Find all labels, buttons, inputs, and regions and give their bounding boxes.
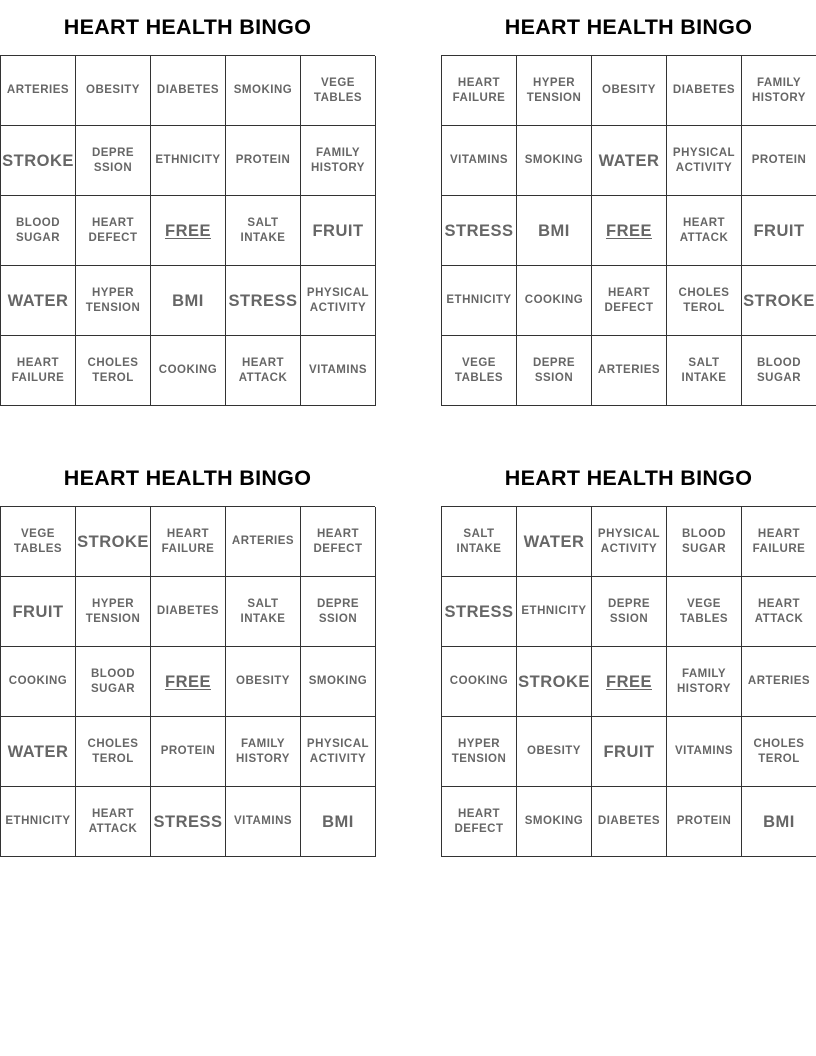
bingo-cell: ARTERIES: [592, 336, 667, 406]
bingo-cell: SMOKING: [517, 126, 592, 196]
bingo-cell: ETHNICITY: [151, 126, 226, 196]
bingo-cell: VITAMINS: [442, 126, 517, 196]
bingo-cell: DIABETES: [592, 787, 667, 857]
free-space: FREE: [592, 647, 667, 717]
bingo-cell: BMI: [301, 787, 376, 857]
bingo-cell: STROKE: [1, 126, 76, 196]
bingo-cell: OBESITY: [592, 56, 667, 126]
bingo-cell: BLOOD SUGAR: [76, 647, 151, 717]
bingo-cell: HYPER TENSION: [76, 266, 151, 336]
bingo-cell: HEART DEFECT: [301, 507, 376, 577]
bingo-cell: HEART DEFECT: [442, 787, 517, 857]
bingo-cell: VITAMINS: [667, 717, 742, 787]
bingo-cell: HYPER TENSION: [442, 717, 517, 787]
bingo-cell: HEART ATTACK: [226, 336, 301, 406]
bingo-cell: DEPRE SSION: [592, 577, 667, 647]
bingo-cell: SALT INTAKE: [667, 336, 742, 406]
bingo-cell: VITAMINS: [226, 787, 301, 857]
bingo-cell: FAMILY HISTORY: [667, 647, 742, 717]
bingo-cell: CHOLES TEROL: [667, 266, 742, 336]
bingo-cell: ETHNICITY: [517, 577, 592, 647]
bingo-cell: SALT INTAKE: [226, 577, 301, 647]
bingo-cell: ARTERIES: [1, 56, 76, 126]
bingo-cell: BMI: [742, 787, 816, 857]
bingo-cell: PHYSICAL ACTIVITY: [592, 507, 667, 577]
bingo-cell: SMOKING: [226, 56, 301, 126]
bingo-cell: HEART FAILURE: [442, 56, 517, 126]
bingo-cell: BMI: [151, 266, 226, 336]
card-title: HEART HEALTH BINGO: [504, 15, 753, 39]
bingo-cell: DEPRE SSION: [76, 126, 151, 196]
bingo-cell: BLOOD SUGAR: [1, 196, 76, 266]
bingo-cell: BLOOD SUGAR: [667, 507, 742, 577]
bingo-cell: HEART FAILURE: [151, 507, 226, 577]
bingo-cell: HEART ATTACK: [742, 577, 816, 647]
bingo-cell: DEPRE SSION: [517, 336, 592, 406]
bingo-cell: DEPRE SSION: [301, 577, 376, 647]
bingo-cell: FRUIT: [1, 577, 76, 647]
free-space: FREE: [592, 196, 667, 266]
bingo-cell: DIABETES: [151, 56, 226, 126]
bingo-card-2: [441, 0, 816, 406]
bingo-cell: CHOLES TEROL: [76, 717, 151, 787]
bingo-cell: STROKE: [742, 266, 816, 336]
bingo-cell: PROTEIN: [742, 126, 816, 196]
bingo-cell: SMOKING: [301, 647, 376, 717]
bingo-cell: PHYSICAL ACTIVITY: [301, 717, 376, 787]
bingo-grid: [441, 506, 816, 857]
card-title: HEART HEALTH BINGO: [63, 15, 312, 39]
bingo-cell: BLOOD SUGAR: [742, 336, 816, 406]
bingo-cell: STRESS: [442, 196, 517, 266]
bingo-cell: COOKING: [442, 647, 517, 717]
bingo-cell: PROTEIN: [667, 787, 742, 857]
bingo-cell: CHOLES TEROL: [76, 336, 151, 406]
bingo-cell: FAMILY HISTORY: [301, 126, 376, 196]
bingo-cell: HEART DEFECT: [592, 266, 667, 336]
bingo-cell: VEGE TABLES: [301, 56, 376, 126]
bingo-cell: COOKING: [151, 336, 226, 406]
bingo-grid: [441, 55, 816, 406]
bingo-cell: SMOKING: [517, 787, 592, 857]
bingo-cell: PROTEIN: [151, 717, 226, 787]
bingo-cell: WATER: [1, 266, 76, 336]
bingo-cell: PHYSICAL ACTIVITY: [301, 266, 376, 336]
bingo-cell: SALT INTAKE: [226, 196, 301, 266]
bingo-cell: PHYSICAL ACTIVITY: [667, 126, 742, 196]
bingo-cell: OBESITY: [517, 717, 592, 787]
bingo-cell: HEART DEFECT: [76, 196, 151, 266]
bingo-cell: ARTERIES: [226, 507, 301, 577]
bingo-cell: OBESITY: [76, 56, 151, 126]
free-space: FREE: [151, 196, 226, 266]
bingo-cell: HEART FAILURE: [742, 507, 816, 577]
card-title: HEART HEALTH BINGO: [504, 466, 753, 490]
bingo-cell: FAMILY HISTORY: [226, 717, 301, 787]
bingo-cell: HYPER TENSION: [76, 577, 151, 647]
bingo-cell: STRESS: [151, 787, 226, 857]
bingo-cell: DIABETES: [151, 577, 226, 647]
bingo-grid: [0, 506, 375, 857]
bingo-cell: COOKING: [517, 266, 592, 336]
bingo-cell: HEART ATTACK: [667, 196, 742, 266]
bingo-cell: HEART FAILURE: [1, 336, 76, 406]
bingo-cell: HYPER TENSION: [517, 56, 592, 126]
bingo-cell: ARTERIES: [742, 647, 816, 717]
bingo-cell: FRUIT: [742, 196, 816, 266]
bingo-cell: STROKE: [517, 647, 592, 717]
bingo-cell: STROKE: [76, 507, 151, 577]
bingo-cell: WATER: [517, 507, 592, 577]
bingo-cell: VEGE TABLES: [442, 336, 517, 406]
bingo-card-3: [0, 451, 375, 857]
bingo-cell: CHOLES TEROL: [742, 717, 816, 787]
bingo-cell: BMI: [517, 196, 592, 266]
bingo-cell: COOKING: [1, 647, 76, 717]
bingo-cell: VEGE TABLES: [667, 577, 742, 647]
bingo-cell: VEGE TABLES: [1, 507, 76, 577]
bingo-card-1: [0, 0, 375, 406]
bingo-cell: STRESS: [226, 266, 301, 336]
bingo-cell: WATER: [1, 717, 76, 787]
card-title: HEART HEALTH BINGO: [63, 466, 312, 490]
bingo-cell: PROTEIN: [226, 126, 301, 196]
bingo-cell: FAMILY HISTORY: [742, 56, 816, 126]
bingo-cell: OBESITY: [226, 647, 301, 717]
bingo-cell: FRUIT: [301, 196, 376, 266]
bingo-cell: SALT INTAKE: [442, 507, 517, 577]
bingo-cell: FRUIT: [592, 717, 667, 787]
bingo-cell: VITAMINS: [301, 336, 376, 406]
bingo-card-4: [441, 451, 816, 857]
bingo-cell: ETHNICITY: [442, 266, 517, 336]
free-space: FREE: [151, 647, 226, 717]
bingo-cell: HEART ATTACK: [76, 787, 151, 857]
bingo-cell: STRESS: [442, 577, 517, 647]
bingo-cell: WATER: [592, 126, 667, 196]
bingo-grid: [0, 55, 375, 406]
bingo-cell: ETHNICITY: [1, 787, 76, 857]
bingo-cell: DIABETES: [667, 56, 742, 126]
